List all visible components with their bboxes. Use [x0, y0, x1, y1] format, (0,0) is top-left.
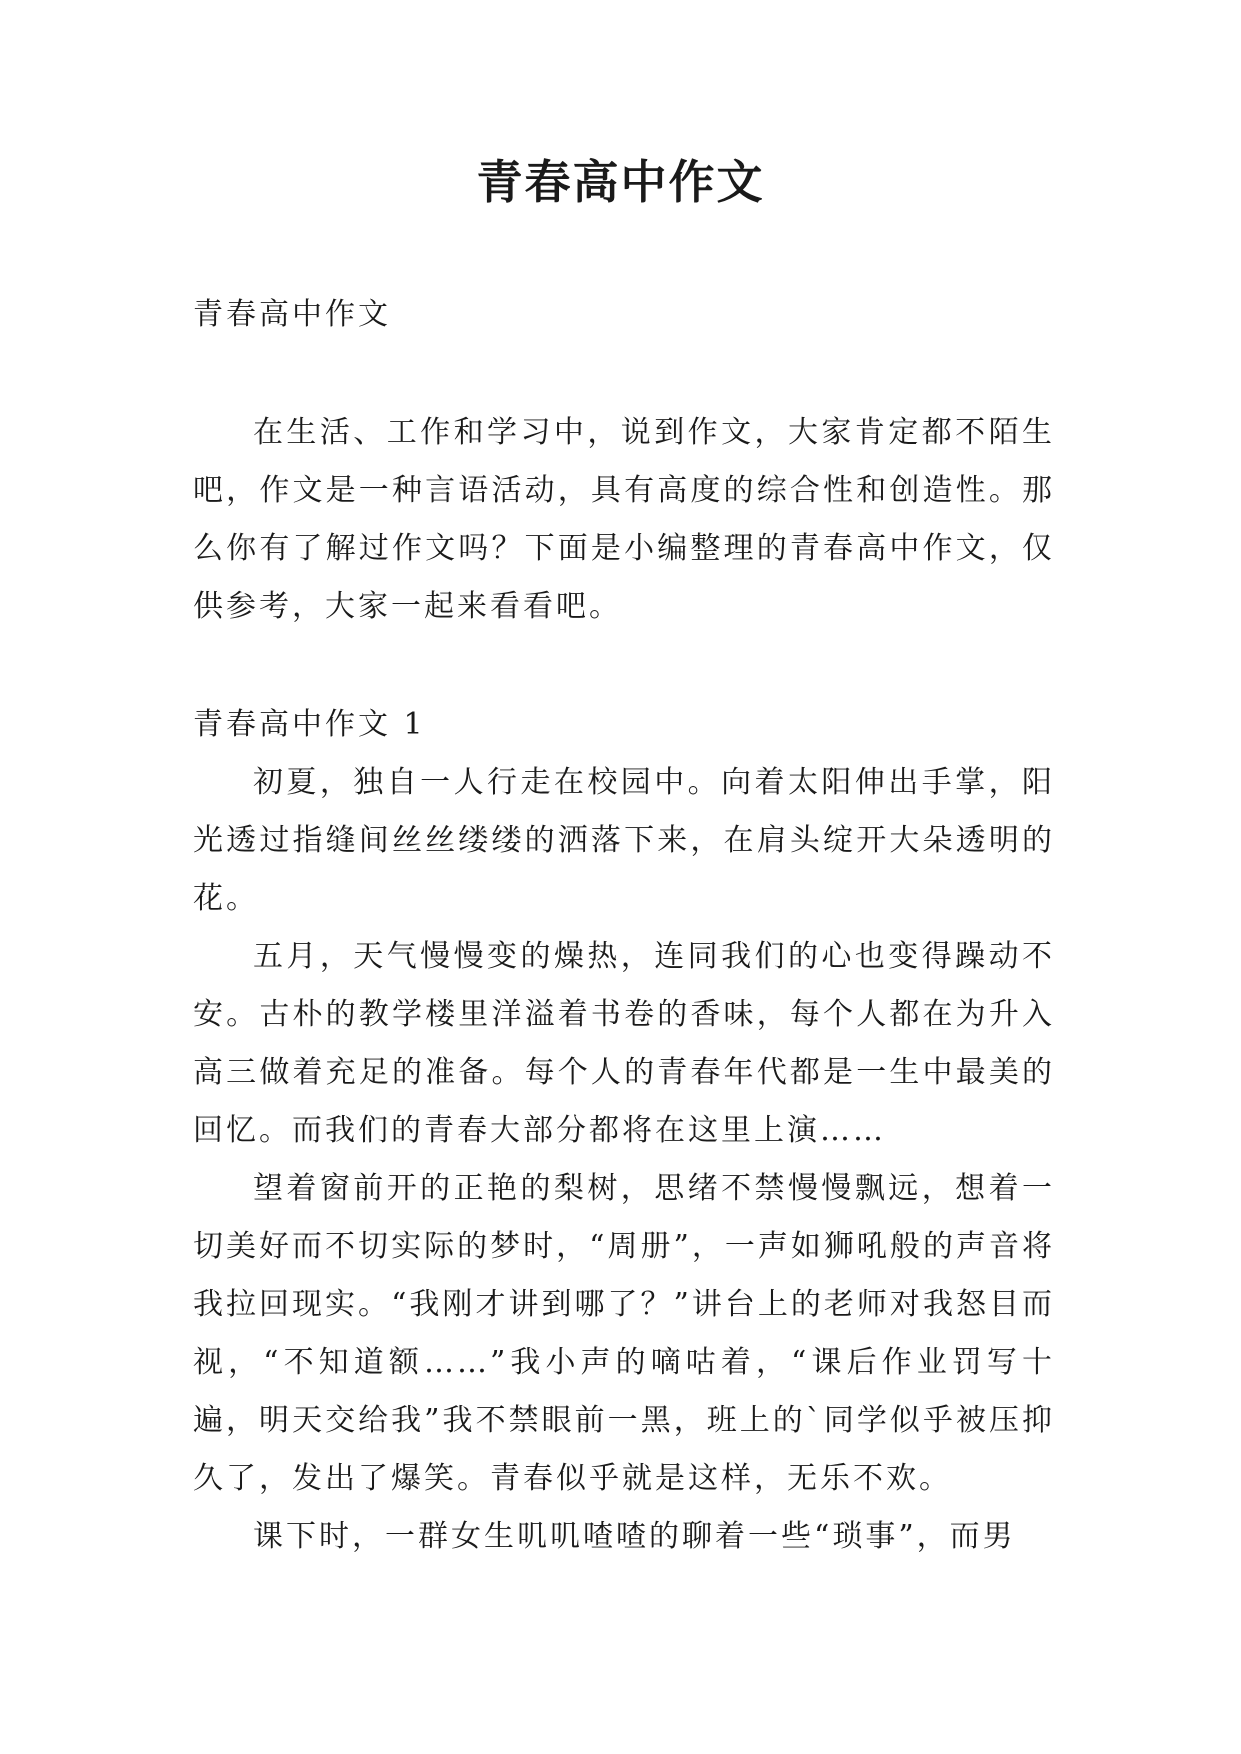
body-paragraph: 初夏，独自一人行走在校园中。向着太阳伸出手掌，阳光透过指缝间丝丝缕缕的洒落下来，在肩头绽开大朵透明的花。 [193, 765, 1055, 916]
intro-paragraph: 在生活、工作和学习中，说到作文，大家肯定都不陌生吧，作文是一种言语活动，具有高度的综合性和创造性。那么你有了解过作文吗？下面是小编整理的青春高中作文，仅供参考，大家一起来看看吧。 [193, 415, 1055, 624]
document-body [193, 286, 1055, 1566]
document-subtitle: 青春高中作文 [193, 297, 391, 332]
body-paragraph: 望着窗前开的正艳的梨树，思绪不禁慢慢飘远，想着一切美好而不切实际的梦时，“周册”，一声如狮吼般的声音将我拉回现实。“我刚才讲到哪了？”讲台上的老师对我怒目而视，“不知道额……”我小声的嘀咕着，“课后作业罚写十遍，明天交给我”我不禁眼前一黑，班上的`同学似乎被压抑久了，发出了爆笑。青春似乎就是这样，无乐不欢。 [193, 1171, 1055, 1496]
document-title: 青春高中作文 [476, 155, 765, 209]
section-heading: 青春高中作文 1 [193, 707, 426, 742]
body-paragraph: 五月，天气慢慢变的燥热，连同我们的心也变得躁动不安。古朴的教学楼里洋溢着书卷的香味，每个人都在为升入高三做着充足的准备。每个人的青春年代都是一生中最美的回忆。而我们的青春大部分都将在这里上演…… [193, 939, 1055, 1148]
body-paragraph: 课下时，一群女生叽叽喳喳的聊着一些“琐事”，而男 [253, 1519, 1016, 1554]
